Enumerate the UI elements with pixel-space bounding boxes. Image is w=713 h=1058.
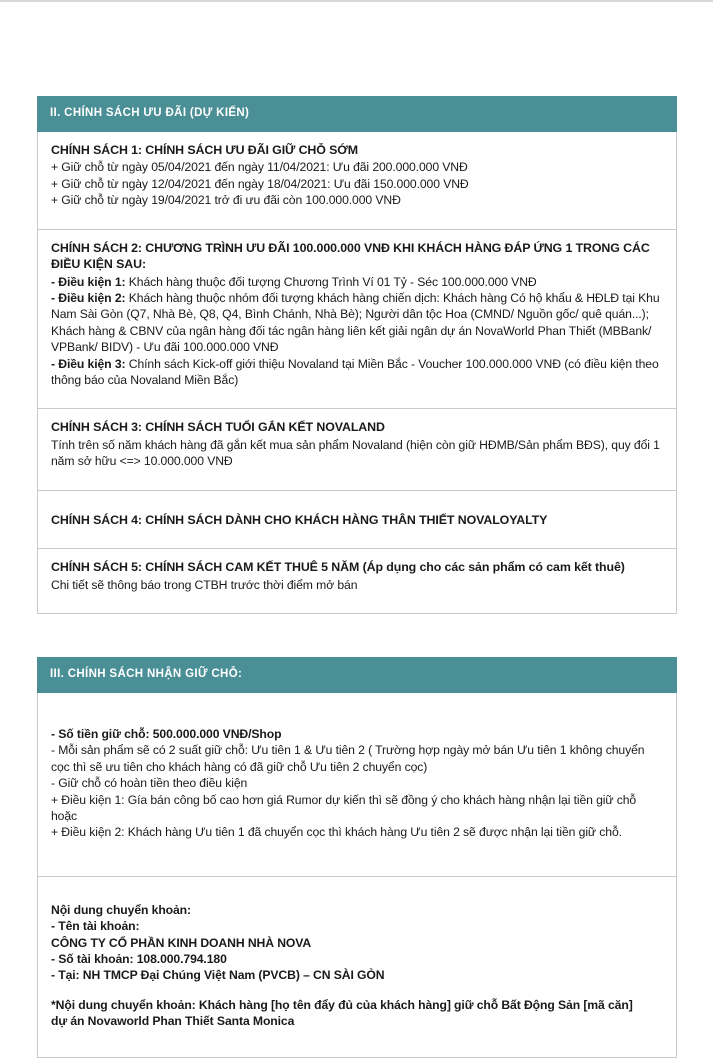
deposit-policy-block <box>38 693 676 877</box>
bank-note-spacer <box>51 984 663 997</box>
deposit-amount-line: - Số tiền giữ chỗ: 500.000.000 VNĐ/Shop <box>51 726 282 741</box>
policy-block-5 <box>38 549 676 613</box>
section-ii-body <box>37 132 677 614</box>
policy-3-title: CHÍNH SÁCH 3: CHÍNH SÁCH TUỔI GẮN KẾT NOVALAND <box>51 420 385 435</box>
deposit-bottom-spacer <box>51 841 663 854</box>
policy-5-title: CHÍNH SÁCH 5: CHÍNH SÁCH CAM KẾT THUÊ 5 NĂM (Áp dụng cho các sản phẩm có cam kết thuê) <box>51 560 625 575</box>
section-gap <box>37 614 677 657</box>
transfer-note-line-2: dự án Novaworld Phan Thiết Santa Monica <box>51 1014 295 1029</box>
account-name-label: - Tên tài khoản: <box>51 919 140 934</box>
bank-details-block <box>38 877 676 1057</box>
policy-1-title: CHÍNH SÁCH 1: CHÍNH SÁCH ƯU ĐÃI GIỮ CHỖ SỚM <box>51 142 359 157</box>
policy-2-condition-1-label: - Điều kiện 1: <box>51 274 126 289</box>
policy-2-condition-2-label: - Điều kiện 2: <box>51 290 126 305</box>
policy-1-spacer <box>51 209 663 218</box>
policy-4-title: CHÍNH SÁCH 4: CHÍNH SÁCH DÀNH CHO KHÁCH HÀNG THÂN THIẾT NOVALOYALTY <box>51 512 548 527</box>
policy-1-line-1: + Giữ chỗ từ ngày 05/04/2021 đến ngày 11/04/2021: Ưu đãi 200.000.000 VNĐ <box>51 160 468 175</box>
policy-2-condition-1-text: Khách hàng thuộc đối tượng Chương Trình Ví 01 Tỷ - Séc 100.000.000 VNĐ <box>125 274 537 289</box>
bank-transfer-heading: Nội dung chuyển khoản: <box>51 902 191 917</box>
policy-2-condition-3-label: - Điều kiện 3: <box>51 356 126 371</box>
section-iii <box>37 657 677 1057</box>
section-iii-header: III. CHÍNH SÁCH NHẬN GIỮ CHỖ: <box>37 657 677 693</box>
account-number: - Số tài khoản: 108.000.794.180 <box>51 951 227 966</box>
deposit-line-3: + Điều kiện 1: Gía bán công bố cao hơn giá Rumor dự kiến thì sẽ đồng ý cho khách hàng nhận lại tiền giữ chỗ hoặc <box>51 792 637 823</box>
deposit-line-2: - Giữ chỗ có hoàn tiền theo điều kiện <box>51 776 248 791</box>
policy-2-condition-2-text: Khách hàng thuộc nhóm đối tượng khách hàng chiến dịch: Khách hàng Có hộ khẩu & HĐLĐ tại Khu Nam Sài Gòn (Q7, Nhà Bè, Q8, Q4, Bình Chánh, Nhà Bè); Người dân tộc Hoa (CMND/ Nguồn gốc/ quê quán...); Khách hàng & CBNV của ngân hàng đối tác ngân hàng liên kết giải ngân dự án NovaWorld Phan Thiết (MBBank/ VPBank/ BIDV) - Ưu đãi 100.000.000 VNĐ <box>51 290 660 355</box>
account-name-value: CÔNG TY CỔ PHẦN KINH DOANH NHÀ NOVA <box>51 935 312 950</box>
transfer-note-line-1: *Nội dung chuyển khoản: Khách hàng [họ tên đẩy đủ của khách hàng] giữ chỗ Bất Động Sản [mã căn] <box>51 997 633 1012</box>
policy-2-condition-3-text: Chính sách Kick-off giới thiệu Novaland tại Miền Bắc - Voucher 100.000.000 VNĐ (có điều kiện theo thông báo của Novaland Miền Bắc) <box>51 356 659 387</box>
deposit-line-1: - Mỗi sản phẩm sẽ có 2 suất giữ chỗ: Ưu tiên 1 & Ưu tiên 2 ( Trường hợp ngày mở bán Ưu tiên 1 không chuyển cọc thì sẽ ưu tiên cho khách hàng có đã giữ chỗ Ưu tiên 2 chuyển cọc) <box>51 743 645 774</box>
policy-2-condition-3 <box>51 356 663 389</box>
section-ii-header: II. CHÍNH SÁCH ƯU ĐÃI (DỰ KIẾN) <box>37 96 677 132</box>
deposit-line-4: + Điều kiện 2: Khách hàng Ưu tiên 1 đã chuyển cọc thì khách hàng Ưu tiên 2 sẽ được nhận lại tiền giữ chỗ. <box>51 825 622 840</box>
policy-2-spacer <box>51 388 663 397</box>
page-top-rule <box>0 0 713 2</box>
policy-3-spacer <box>51 470 663 479</box>
policy-1-line-3: + Giữ chỗ từ ngày 19/04/2021 trở đi ưu đãi còn 100.000.000 VNĐ <box>51 193 401 208</box>
policy-block-4 <box>38 491 676 550</box>
policy-2-title: CHÍNH SÁCH 2: CHƯƠNG TRÌNH ƯU ĐÃI 100.000.000 VNĐ KHI KHÁCH HÀNG ĐÁP ỨNG 1 TRONG CÁC ĐIỀU KIỆN SAU: <box>51 240 650 272</box>
bank-branch: - Tại: NH TMCP Đại Chúng Việt Nam (PVCB) – CN SÀI GÒN <box>51 968 385 983</box>
section-iii-body <box>37 693 677 1058</box>
policy-1-line-2: + Giữ chỗ từ ngày 12/04/2021 đến ngày 18/04/2021: Ưu đãi 150.000.000 VNĐ <box>51 176 469 191</box>
policy-3-line-1: Tính trên số năm khách hàng đã gắn kết mua sản phẩm Novaland (hiện còn giữ HĐMB/Sản phẩm BĐS), quy đổi 1 năm sở hữu <=> 10.000.000 VNĐ <box>51 437 660 469</box>
policy-2-condition-2 <box>51 290 663 356</box>
policy-2-condition-1 <box>51 274 663 290</box>
section-ii <box>37 96 677 614</box>
policy-block-2 <box>38 230 676 410</box>
policy-5-line-1: Chi tiết sẽ thông báo trong CTBH trước thời điểm mở bán <box>51 577 358 592</box>
policy-block-1 <box>38 132 676 230</box>
deposit-top-spacer <box>51 717 663 726</box>
document-body <box>37 96 677 1058</box>
policy-5-spacer <box>51 593 663 602</box>
policy-block-3 <box>38 409 676 490</box>
